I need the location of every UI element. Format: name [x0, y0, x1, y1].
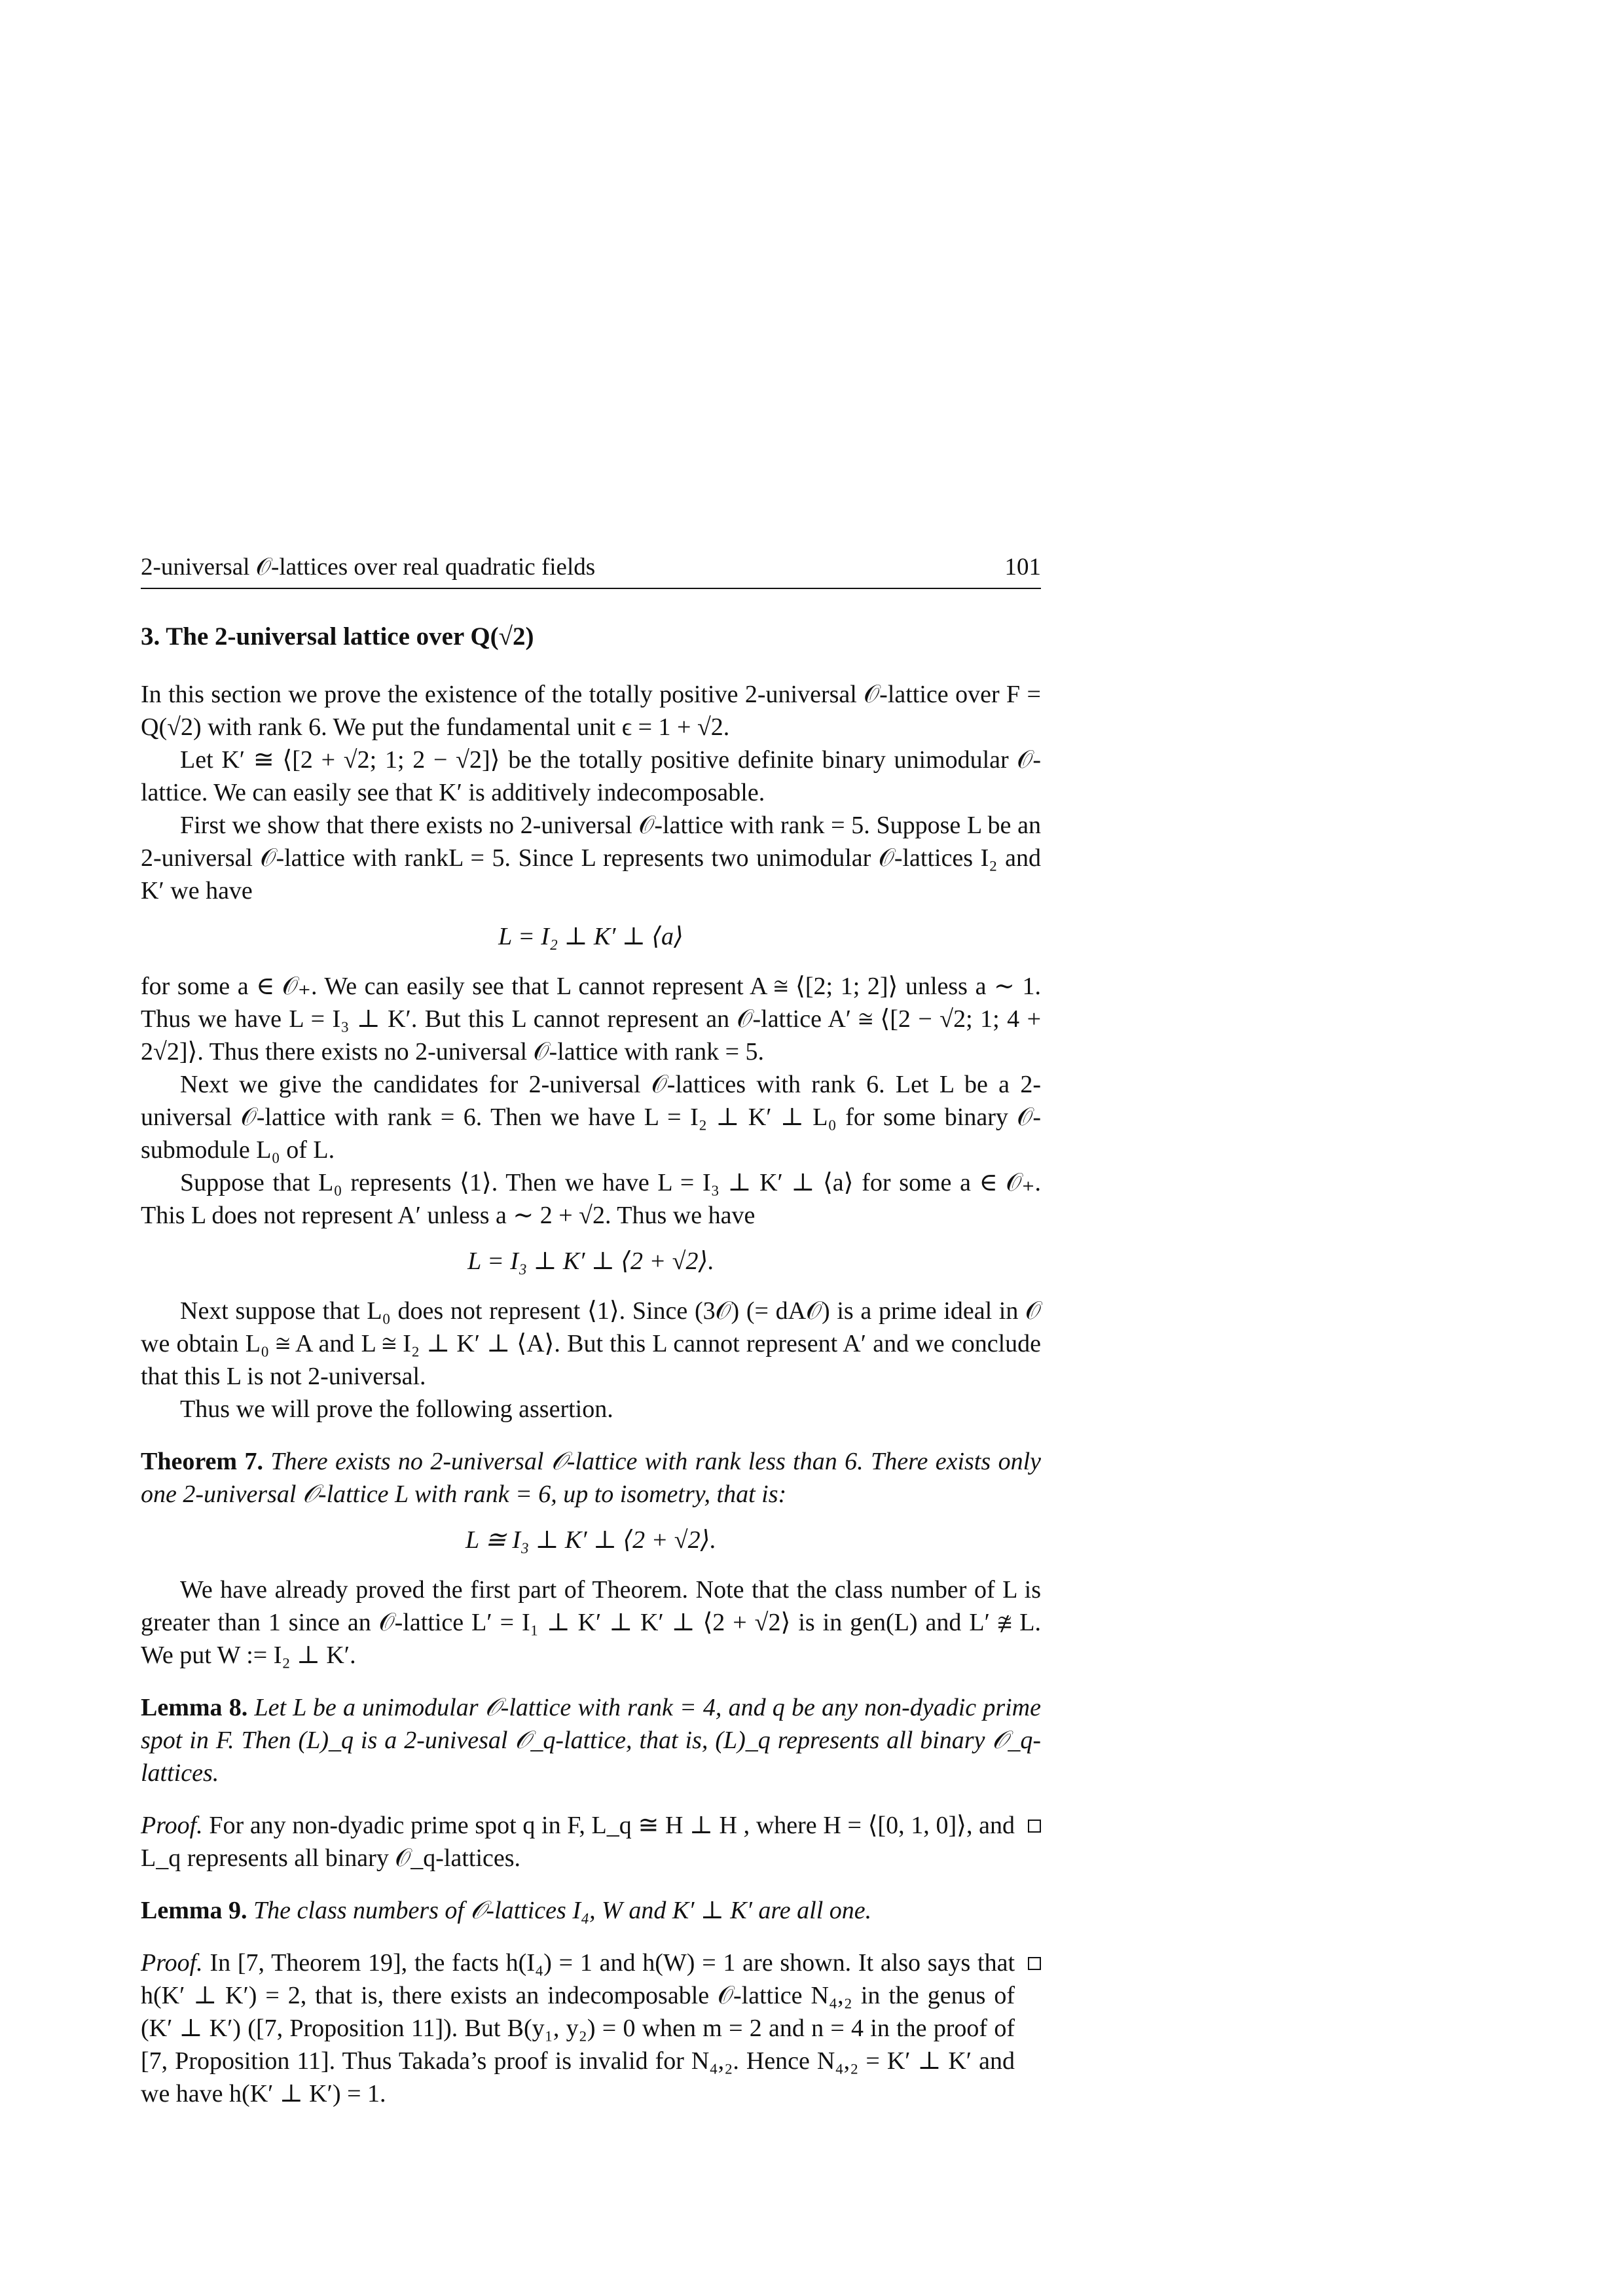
- paragraph-assertion: Thus we will prove the following assertion.: [180, 1395, 613, 1423]
- page: [141, 551, 1041, 2110]
- lemma-8: [141, 1691, 1041, 1789]
- proof-9-body: In [7, Theorem 19], the facts h(I₄) = 1 and h(W) = 1 are shown. It also says that h(K′ ⊥ K′) = 2, that is, there exists an indecomposable 𝒪-lattice N₄,₂ in the genus of (K′ ⊥ K′) ([7, Proposition 11]). But B(y₁, y₂) = 0 when m = 2 and n = 4 in the proof of [7, Proposition 11]. Thus Takada’s proof is invalid for N₄,₂. Hence N₄,₂ = K′ ⊥ K′ and we have h(K′ ⊥ K′) = 1.: [141, 1949, 1015, 2108]
- lemma-8-head: Lemma 8.: [141, 1694, 248, 1721]
- paragraph-intro: In this section we prove the existence of the totally positive 2-universal 𝒪-lattice over F = Q(√2) with rank 6. We put the fundamental unit ϵ = 1 + √2.: [141, 681, 1041, 741]
- lemma-9-body: The class numbers of 𝒪-lattices I₄, W and K′ ⊥ K′ are all one.: [253, 1897, 872, 1924]
- lemma-9-head: Lemma 9.: [141, 1897, 247, 1924]
- running-header: [141, 551, 1041, 589]
- lemma-9: [141, 1894, 1041, 1927]
- paragraph-class-number: We have already proved the first part of Theorem. Note that the class number of L is greater than 1 since an 𝒪-lattice L′ = I₁ ⊥ K′ ⊥ K′ ⊥ ⟨2 + √2⟩ is in gen(L) and L′ ≇ L. We put W := I₂ ⊥ K′.: [141, 1576, 1042, 1669]
- paragraph-l0-not-represents: Next suppose that L₀ does not represent ⟨1⟩. Since (3𝒪) (= dA𝒪) is a prime ideal in 𝒪 we obtain L₀ ≅ A and L ≅ I₂ ⊥ K′ ⊥ ⟨A⟩. But this L cannot represent A′ and we conclude that this L is not 2-universal.: [141, 1297, 1041, 1390]
- theorem-7: [141, 1445, 1041, 1556]
- page-number: 101: [1004, 554, 1041, 581]
- paragraph-rank-six-candidates: Next we give the candidates for 2-universal 𝒪-lattices with rank 6. Let L be a 2-universal 𝒪-lattice with rank = 6. Then we have L = I₂ ⊥ K′ ⊥ L₀ for some binary 𝒪-submodule L₀ of L.: [141, 1071, 1041, 1164]
- proof-lemma-8: [141, 1809, 1041, 1874]
- proof-9-head: Proof.: [141, 1949, 203, 1977]
- qed-square-icon: [1028, 1957, 1041, 1970]
- theorem-7-body: There exists no 2-universal 𝒪-lattice with rank less than 6. There exists only one 2-universal 𝒪-lattice L with rank = 6, up to isometry, that is:: [141, 1448, 1041, 1508]
- theorem-7-equation: L ≅ I₃ ⊥ K′ ⊥ ⟨2 + √2⟩.: [465, 1526, 716, 1554]
- paragraph-rank-five: First we show that there exists no 2-universal 𝒪-lattice with rank = 5. Suppose L be an 2-universal 𝒪-lattice with rankL = 5. Since L represents two unimodular 𝒪-lattices I₂ and K′ we have: [141, 812, 1041, 905]
- section-title: 3. The 2-universal lattice over Q(√2): [141, 622, 534, 651]
- equation-2: L = I₃ ⊥ K′ ⊥ ⟨2 + √2⟩.: [467, 1247, 714, 1275]
- proof-8-head: Proof.: [141, 1812, 203, 1839]
- paragraph-l0-represents: Suppose that L₀ represents ⟨1⟩. Then we have L = I₃ ⊥ K′ ⊥ ⟨a⟩ for some a ∈ 𝒪₊. This L does not represent A′ unless a ∼ 2 + √2. Thus we have: [141, 1169, 1041, 1229]
- proof-8-body: For any non-dyadic prime spot q in F, L_q ≅ H ⊥ H , where H = ⟨[0, 1, 0]⟩, and L_q represents all binary 𝒪_q-lattices.: [141, 1812, 1015, 1872]
- equation-1: L = I₂ ⊥ K′ ⊥ ⟨a⟩: [498, 923, 684, 950]
- proof-lemma-9: [141, 1946, 1041, 2110]
- paragraph-k-prime: Let K′ ≅ ⟨[2 + √2; 1; 2 − √2]⟩ be the totally positive definite binary unimodular 𝒪-lattice. We can easily see that K′ is additively indecomposable.: [141, 746, 1041, 806]
- lemma-8-body: Let L be a unimodular 𝒪-lattice with rank = 4, and q be any non-dyadic prime spot in F. Then (L)_q is a 2-univesal 𝒪_q-lattice, that is, (L)_q represents all binary 𝒪_q-lattices.: [141, 1694, 1041, 1787]
- theorem-7-head: Theorem 7.: [141, 1448, 263, 1475]
- running-title: 2-universal 𝒪-lattices over real quadratic fields: [141, 554, 596, 581]
- paragraph-represent-a: for some a ∈ 𝒪₊. We can easily see that L cannot represent A ≅ ⟨[2; 1; 2]⟩ unless a ∼ 1. Thus we have L = I₃ ⊥ K′. But this L cannot represent an 𝒪-lattice A′ ≅ ⟨[2 − √2; 1; 4 + 2√2]⟩. Thus there exists no 2-universal 𝒪-lattice with rank = 5.: [141, 973, 1041, 1066]
- qed-square-icon: [1028, 1820, 1041, 1833]
